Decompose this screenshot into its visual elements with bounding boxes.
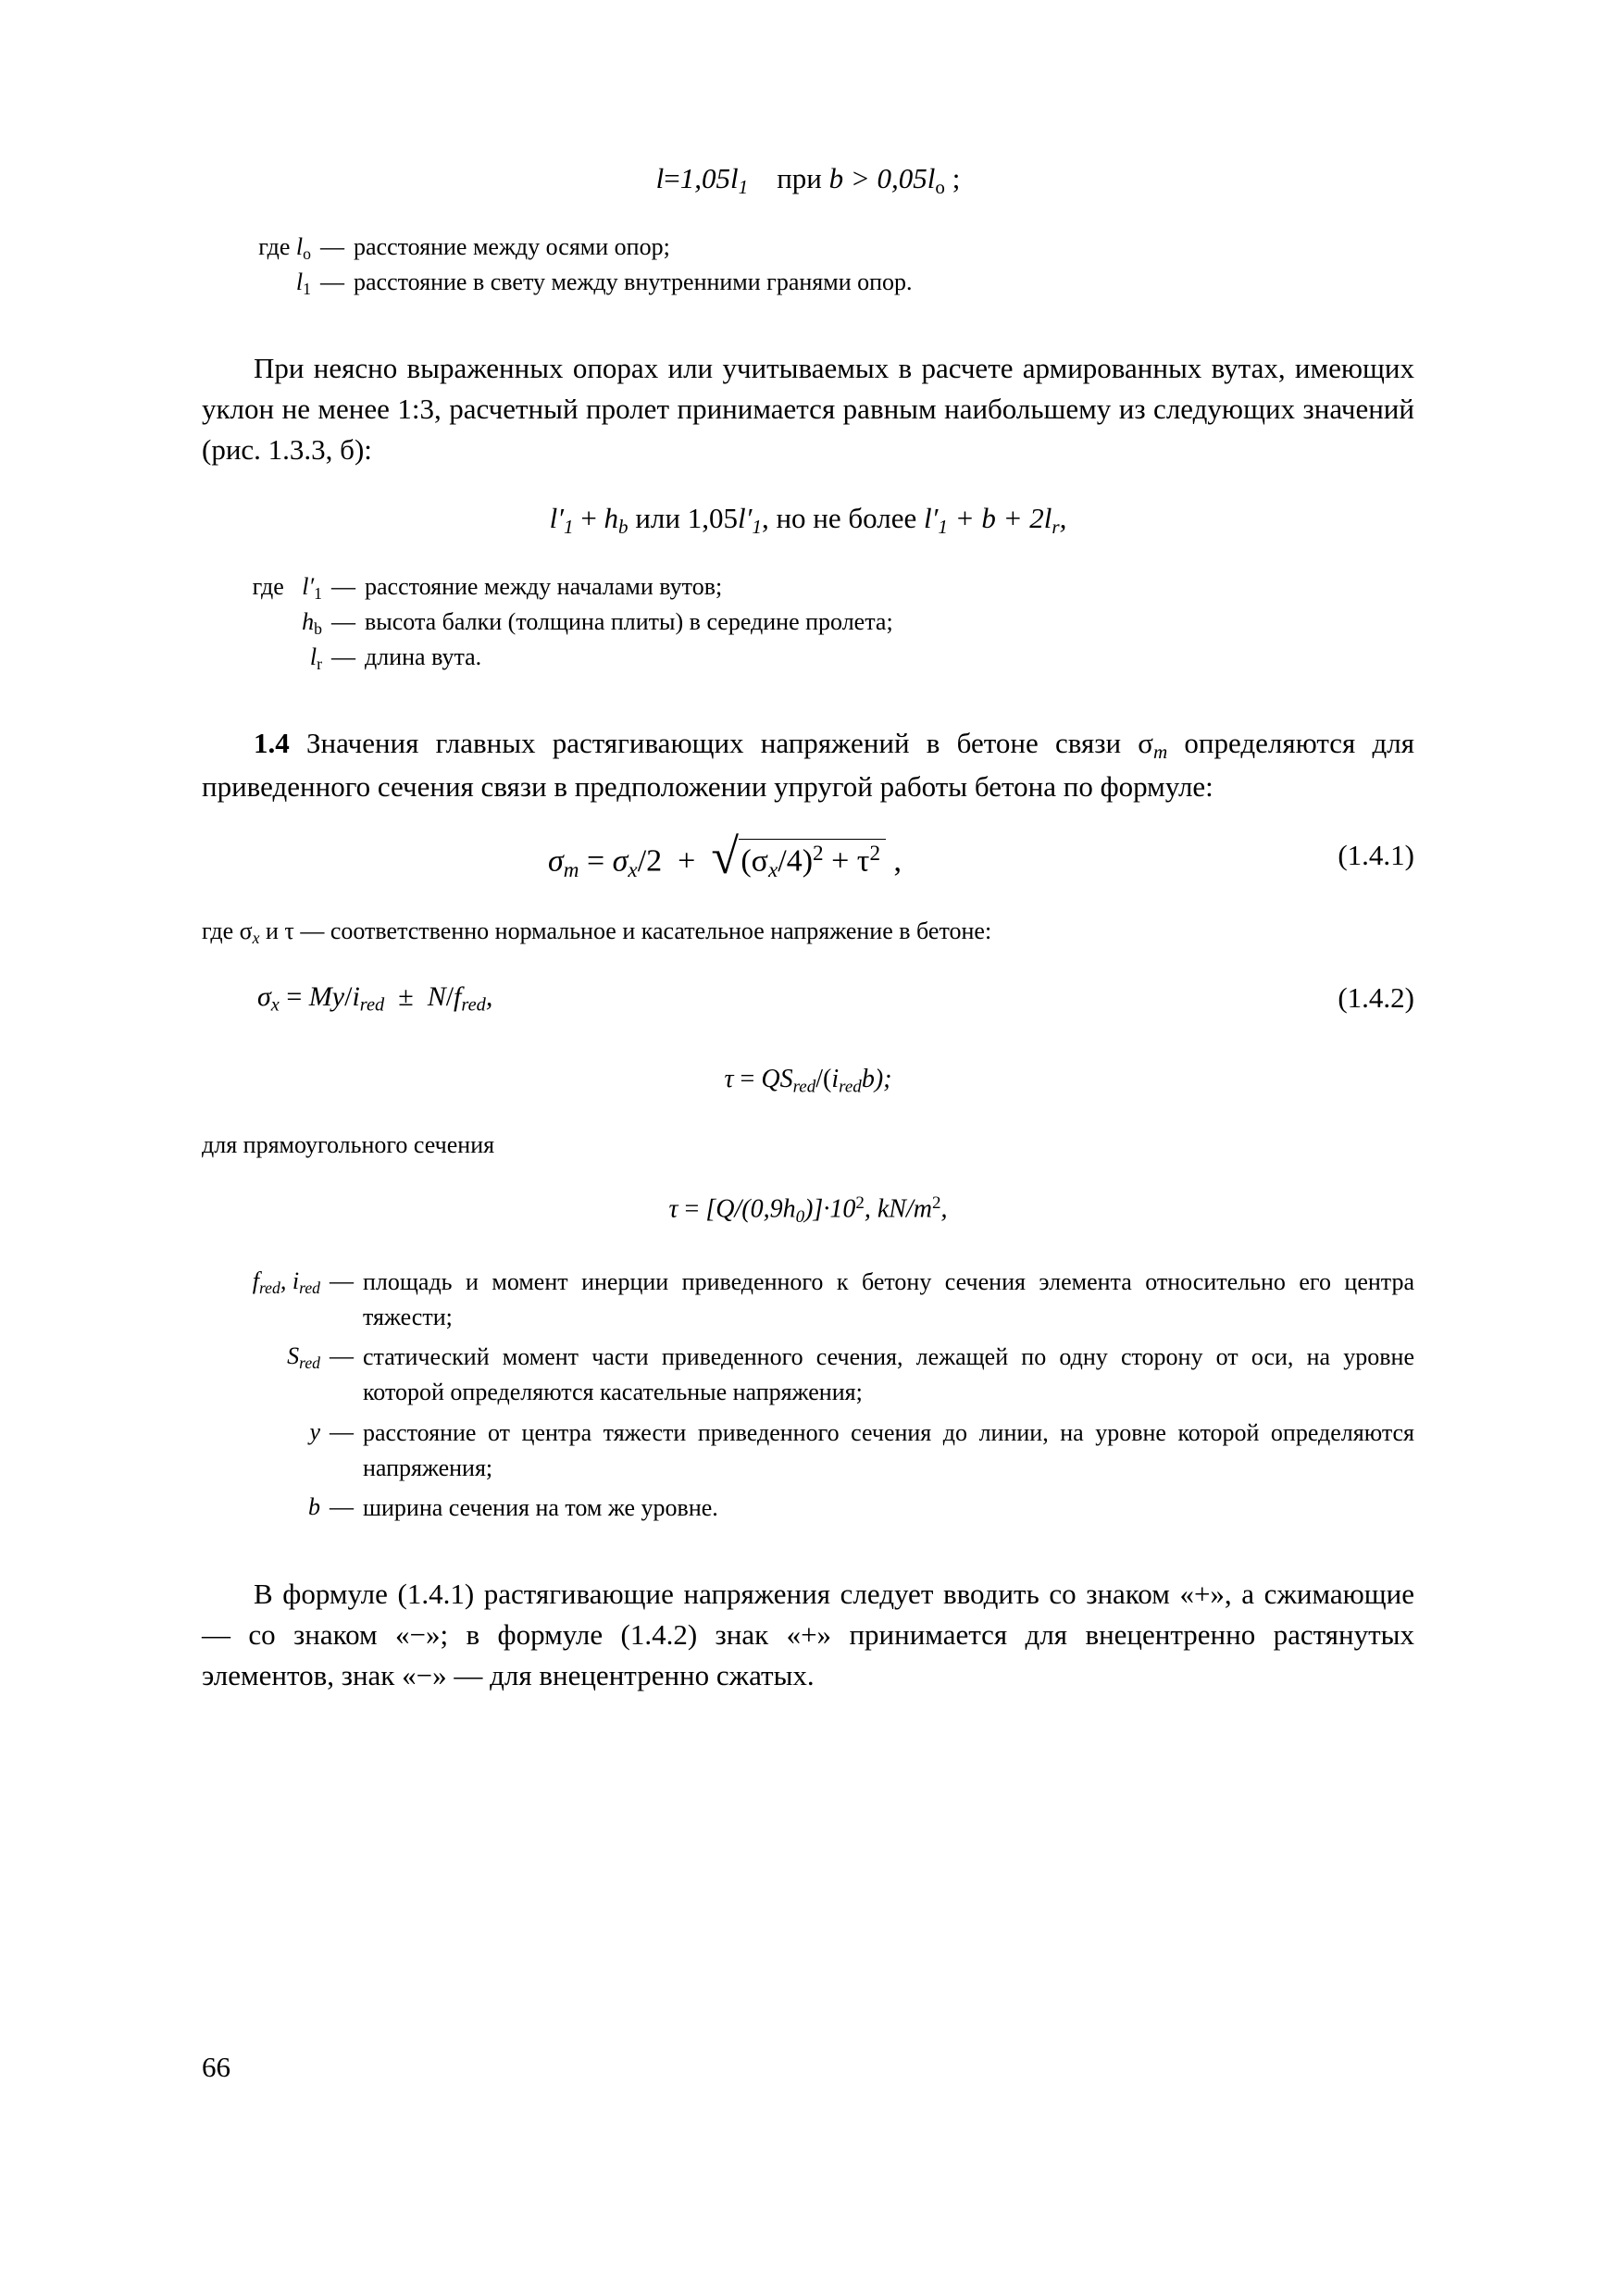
- where-text: длина вута.: [365, 643, 482, 670]
- f142-sigma: σ: [257, 980, 271, 1012]
- formula-comma: ,: [761, 502, 769, 535]
- f141-sqrt: [711, 829, 886, 885]
- where-dash: —: [331, 643, 355, 670]
- where-text: статический момент части приведенного сечения, лежащей по одну сторону от оси, на уровне которой определяются касательные напряжения;: [363, 1343, 1414, 1406]
- where4-symbol: b: [308, 1493, 320, 1521]
- where-intro: где: [252, 573, 284, 601]
- where-row: [202, 570, 1414, 605]
- ftaur-units: , kN/m: [864, 1194, 932, 1224]
- f141-plus: +: [678, 843, 696, 879]
- where-dash: —: [331, 573, 355, 601]
- formula-rhs: 1,05l: [679, 162, 739, 194]
- where-row: [202, 641, 1414, 676]
- formula-no-more: но не более: [776, 502, 917, 535]
- f141-sigma-x-sub: x: [628, 858, 638, 883]
- where-row: [202, 1491, 1414, 1526]
- f141-sigma-x: σ: [612, 843, 629, 879]
- where-block-1: [202, 231, 1414, 300]
- ftau-slash: /(: [815, 1064, 832, 1093]
- section-1-4-paragraph: [202, 723, 1414, 807]
- where-block-3: [202, 915, 1414, 950]
- f142-pm: ±: [398, 980, 414, 1012]
- equation-number-1-4-1: (1.4.1): [1338, 839, 1414, 872]
- where-dash: —: [330, 1493, 354, 1521]
- ftau-b: b);: [861, 1064, 892, 1093]
- where-symbol-sub: b: [314, 618, 322, 638]
- f141-eq: =: [586, 843, 605, 879]
- f142-f-sub: red: [461, 994, 486, 1016]
- formula-span-values: [202, 502, 1414, 539]
- f141-sigma: σ: [547, 843, 564, 879]
- paragraph-support-span: При неясно выраженных опорах или учитываемых в расчете армированных вутах, имеющих уклон не менее 1:3, расчетный пролет принимается равным наибольшему из следующих значений (рис. 1.3.3, б):: [202, 352, 1414, 467]
- f141-root-plus: +: [831, 843, 850, 879]
- where4-symbol2: , i: [280, 1267, 300, 1295]
- radical-sign: √: [711, 829, 739, 885]
- where-dash: —: [331, 607, 355, 635]
- where-row: [202, 605, 1414, 641]
- where-dash: —: [320, 268, 344, 295]
- where-row: [202, 1265, 1414, 1334]
- formula-sigma-m: [202, 829, 1414, 885]
- f142-i: i: [352, 980, 360, 1012]
- where-intro: где: [258, 232, 291, 260]
- f141-div2: /2: [637, 843, 663, 879]
- f141-sigma-sub: m: [563, 858, 579, 883]
- f141-tail: ,: [893, 843, 902, 879]
- formula-lhs: l: [655, 162, 665, 194]
- formula-prime-mark: ′: [557, 502, 565, 535]
- f141-root-b: τ: [856, 843, 870, 879]
- formula-tau-rect: [202, 1193, 1414, 1228]
- where4-symbol-sub: red: [299, 1354, 320, 1373]
- f142-eq: =: [286, 980, 303, 1012]
- formula-l-1-05: [202, 162, 1414, 199]
- where3-intro: где σ: [202, 917, 253, 945]
- formula-sigma-x: [202, 981, 1414, 1017]
- where-text: высота балки (толщина плиты) в середине пролета;: [365, 607, 893, 635]
- where3-intro-sub: x: [252, 929, 260, 948]
- where-text: расстояние от центра тяжести приведенного сечения до линии, на уровне которой определяются напряжения;: [363, 1418, 1414, 1481]
- where-dash: —: [320, 232, 344, 260]
- where-symbol-sub: 1: [314, 584, 322, 604]
- formula-l3: l: [924, 502, 932, 535]
- formula-or: или: [635, 502, 680, 535]
- formula-rhs-sub: 1: [738, 175, 749, 198]
- equation-number-1-4-2: (1.4.2): [1338, 980, 1414, 1014]
- where-text: расстояние между началами вутов;: [365, 573, 723, 601]
- formula-eq: =: [664, 162, 680, 194]
- where4-symbol-sub: red: [258, 1279, 280, 1297]
- where-row: [202, 1340, 1414, 1409]
- formula-condition: b > 0,05l: [828, 162, 936, 194]
- where-text: расстояние в свету между внутренними гранями опор.: [354, 268, 913, 295]
- page-number: 66: [202, 2051, 230, 2083]
- formula-h-sub: b: [618, 516, 629, 539]
- ftaur-eq: =: [684, 1194, 700, 1224]
- ftaur-pow: 2: [855, 1193, 865, 1214]
- paragraph-sign-rules: В формуле (1.4.1) растягивающие напряжения следует вводить со знаком «+», а сжимающие — со знаком «−»; в формуле (1.4.2) знак «+» принимается для внецентренно растянутых элементов, знак «−» — для внецентренно сжатых.: [202, 1577, 1414, 1691]
- where-symbol: l: [295, 268, 304, 295]
- ftaur-body: [Q/(0,9h: [705, 1194, 796, 1224]
- section-text-rest: определяются для приведенного сечения связи в предположении упругой работы бетона по формуле:: [202, 727, 1414, 804]
- ftau-qs-sub: red: [792, 1076, 816, 1096]
- formula-1-4-2-container: [202, 981, 1414, 1017]
- f142-slash: /: [344, 980, 353, 1012]
- formula-l-sub: 1: [564, 516, 574, 539]
- where-text: площадь и момент инерции приведенного к бетону сечения элемента относительно его центра тяжести;: [363, 1268, 1414, 1330]
- ftaur-end: ,: [940, 1194, 948, 1224]
- where-symbol-sub: 1: [303, 279, 311, 298]
- ftau-eq: =: [740, 1064, 755, 1093]
- f142-comma: ,: [485, 980, 493, 1012]
- formula-prime-mark: ′: [931, 502, 939, 535]
- section-number: 1.4: [254, 727, 290, 760]
- ftaur-body2: )]·10: [804, 1194, 856, 1224]
- formula-lr-sub: r: [1052, 516, 1060, 539]
- f141-root-a-sub: x: [767, 858, 778, 883]
- formula-1-4-1-container: [202, 829, 1414, 885]
- formula-condition-sub: о: [935, 175, 945, 198]
- where-block-4: [202, 1265, 1414, 1526]
- ftaur-t: τ: [668, 1194, 678, 1224]
- where-row: [202, 266, 1414, 301]
- where4-symbol: S: [287, 1342, 300, 1370]
- section-text: Значения главных растягивающих напряжений в бетоне связи σ: [305, 727, 1153, 760]
- where-dash: —: [330, 1417, 354, 1445]
- formula-semicolon: ;: [952, 162, 961, 194]
- formula-prime-mark: ′: [745, 502, 753, 535]
- formula-h: h: [604, 502, 619, 535]
- ftaur-units-pow: 2: [931, 1193, 941, 1214]
- where-text: расстояние между осями опор;: [354, 232, 670, 260]
- formula-tau: [202, 1065, 1414, 1097]
- f142-i-sub: red: [359, 994, 385, 1016]
- formula-coef: 1,05: [687, 502, 738, 535]
- where-symbol: l: [295, 232, 304, 260]
- ftau-qs: QS: [761, 1064, 793, 1093]
- ftau-t: τ: [724, 1064, 734, 1093]
- formula-condition-word: при: [777, 162, 822, 194]
- formula-end-comma: ,: [1059, 502, 1067, 535]
- where-row: [202, 1416, 1414, 1485]
- rect-section-label: для прямоугольного сечения: [202, 1130, 495, 1158]
- where-text: ширина сечения на том же уровне.: [363, 1494, 718, 1522]
- where4-symbol: f: [252, 1267, 259, 1295]
- formula-plus: +: [580, 502, 597, 535]
- where-block-2: [202, 570, 1414, 675]
- where-symbol-prime: ′: [308, 573, 315, 601]
- f142-slash2: /: [445, 980, 454, 1012]
- formula-b-term: + b + 2: [954, 502, 1044, 535]
- where4-symbol: y: [309, 1417, 320, 1445]
- formula-l3-sub: 1: [938, 516, 948, 539]
- f142-sigma-sub: x: [270, 994, 280, 1016]
- formula-lr: l: [1043, 502, 1052, 535]
- where-symbol: h: [302, 607, 315, 635]
- where-row: [202, 231, 1414, 266]
- where-symbol: l: [309, 643, 317, 670]
- f141-root-a: (σ: [741, 843, 768, 879]
- f141-root-a-pow: 2: [813, 842, 824, 867]
- formula-l2: l: [738, 502, 746, 535]
- where-symbol-sub: r: [317, 654, 322, 673]
- section-text-sub: m: [1152, 741, 1168, 764]
- f141-root-a-rest: /4): [778, 843, 814, 879]
- f141-root-b-pow: 2: [869, 842, 881, 867]
- where3-rest: и τ — соответственно нормальное и касательное напряжение в бетоне:: [259, 917, 992, 945]
- radicand: [739, 839, 886, 883]
- ftau-i-sub: red: [839, 1076, 862, 1096]
- where-dash: —: [330, 1267, 354, 1295]
- where-dash: —: [330, 1342, 354, 1370]
- ftau-i: i: [831, 1064, 840, 1093]
- where-symbol: l: [302, 573, 309, 601]
- f142-n: N: [427, 980, 446, 1012]
- formula-l-prime: l: [549, 502, 558, 535]
- f142-my: My: [308, 980, 345, 1012]
- where-symbol-sub: о: [303, 243, 311, 263]
- where4-symbol2-sub: red: [299, 1279, 320, 1297]
- formula-l2-sub: 1: [752, 516, 762, 539]
- page-content: [202, 162, 1414, 1696]
- ftaur-body-sub: 0: [795, 1207, 805, 1228]
- f142-f: f: [454, 980, 462, 1012]
